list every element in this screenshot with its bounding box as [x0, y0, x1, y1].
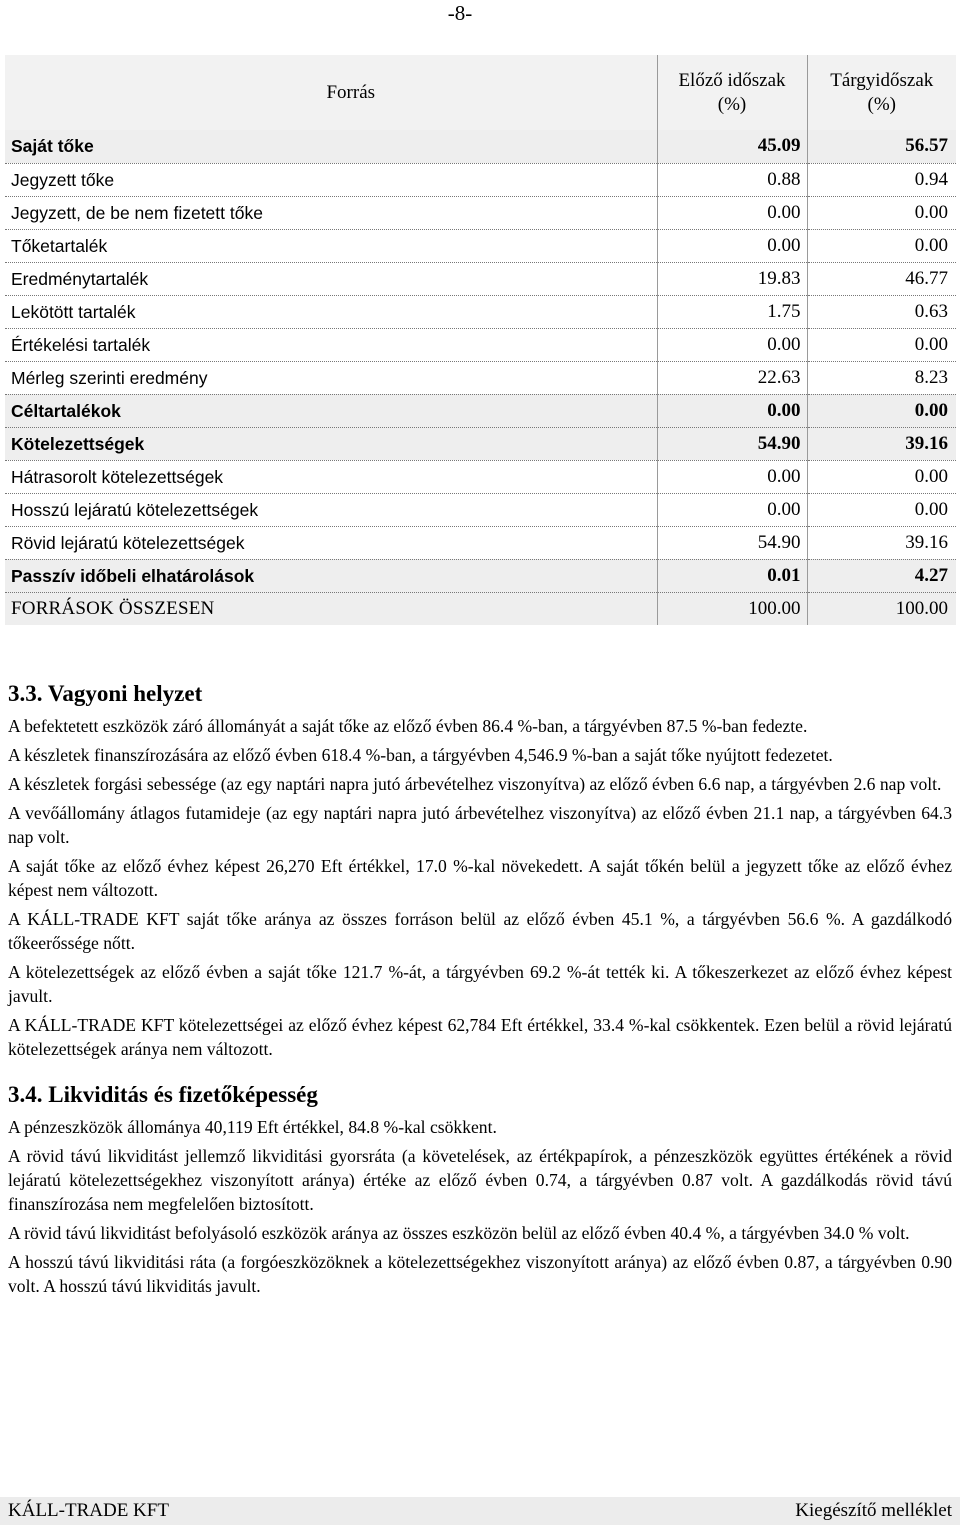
row-label: FORRÁSOK ÖSSZESEN — [11, 597, 215, 619]
row-prev-value: 0.00 — [657, 196, 807, 229]
row-curr-value: 0.00 — [807, 493, 956, 526]
row-prev-value: 54.90 — [657, 427, 807, 460]
section-heading-financial-position: 3.3. Vagyoni helyzet — [8, 681, 203, 706]
row-label: Eredménytartalék — [5, 262, 657, 295]
table-row — [5, 229, 956, 262]
table-row — [5, 361, 956, 394]
row-prev-value: 0.88 — [657, 163, 807, 196]
header-current-period — [807, 55, 956, 130]
row-label: Passzív időbeli elhatárolások — [5, 559, 657, 592]
row-prev-value: 0.00 — [657, 493, 807, 526]
row-label: Rövid lejáratú kötelezettségek — [5, 526, 657, 559]
row-curr-value: 100.00 — [807, 592, 956, 625]
table-total-row — [5, 592, 956, 625]
row-curr-value: 39.16 — [807, 526, 956, 559]
table-row — [5, 163, 956, 196]
table-row — [5, 130, 956, 163]
row-prev-value: 54.90 — [657, 526, 807, 559]
header-previous-unit: (%) — [717, 93, 747, 115]
row-curr-value: 0.00 — [807, 229, 956, 262]
paragraph: A KÁLL-TRADE KFT kötelezettségei az előző évhez képest 62,784 Eft értékkel, 33.4 %-kal csökkentek. Ezen belül a rövid lejáratú kötelezettségek aránya nem változott. — [8, 1015, 952, 1059]
table-row — [5, 295, 956, 328]
page-number: -8- — [447, 1, 473, 25]
row-label: Céltartalékok — [5, 394, 657, 427]
header-previous-title: Előző időszak — [678, 69, 786, 91]
row-label: Saját tőke — [5, 130, 657, 163]
row-prev-value: 45.09 — [657, 130, 807, 163]
page-footer — [0, 1497, 960, 1525]
paragraph: A hosszú távú likviditási ráta (a forgóeszközöknek a kötelezettségekhez viszonyított aránya) az előző évben 0.87, a tárgyévben 0.90 volt. A hosszú távú likviditás javult. — [8, 1252, 952, 1296]
table-row — [5, 460, 956, 493]
paragraph: A rövid távú likviditást befolyásoló eszközök aránya az összes eszközön belül az előző évben 40.4 %, a tárgyévben 34.0 % volt. — [8, 1223, 910, 1243]
row-prev-value: 22.63 — [657, 361, 807, 394]
row-curr-value: 8.23 — [807, 361, 956, 394]
row-curr-value: 0.00 — [807, 394, 956, 427]
table-row — [5, 526, 956, 559]
row-label: Értékelési tartalék — [5, 328, 657, 361]
row-label: Kötelezettségek — [5, 427, 657, 460]
row-label: Jegyzett tőke — [5, 163, 657, 196]
row-prev-value: 19.83 — [657, 262, 807, 295]
row-curr-value: 4.27 — [807, 559, 956, 592]
row-curr-value: 0.00 — [807, 328, 956, 361]
header-current-unit: (%) — [867, 93, 896, 115]
row-label: Hátrasorolt kötelezettségek — [5, 460, 657, 493]
row-prev-value: 0.00 — [657, 394, 807, 427]
paragraph: A pénzeszközök állománya 40,119 Eft értékkel, 84.8 %-kal csökkent. — [8, 1117, 497, 1137]
paragraph: A készletek finanszírozására az előző évben 618.4 %-ban, a tárgyévben 4,546.9 %-ban a saját tőke nyújtott fedezetet. — [8, 745, 833, 765]
row-prev-value: 0.01 — [657, 559, 807, 592]
row-prev-value: 0.00 — [657, 328, 807, 361]
row-curr-value: 46.77 — [807, 262, 956, 295]
report-body — [8, 680, 952, 1303]
row-label: Mérleg szerinti eredmény — [5, 361, 657, 394]
paragraph: A rövid távú likviditást jellemző likviditási gyorsráta (a követelések, az értékpapírok, a pénzeszközök együttes értékének a rövid lejáratú kötelezettségekhez viszonyított aránya) értéke az előző évben 0.74, a tárgyévben 0.87 volt. A gazdálkodás rövid távú finanszírozása nem megfelelően biztosított. — [8, 1146, 952, 1214]
paragraph: A kötelezettségek az előző évben a saját tőke 121.7 %-át, a tárgyévben 69.2 %-át tették ki. A tőkeszerkezet az előző évhez képest javult. — [8, 962, 952, 1006]
table-row — [5, 559, 956, 592]
table-row — [5, 328, 956, 361]
row-label: Lekötött tartalék — [5, 295, 657, 328]
header-source: Forrás — [326, 81, 376, 103]
row-curr-value: 0.00 — [807, 196, 956, 229]
row-curr-value: 0.63 — [807, 295, 956, 328]
table-row — [5, 427, 956, 460]
row-label: Tőketartalék — [5, 229, 657, 262]
row-curr-value: 39.16 — [807, 427, 956, 460]
row-curr-value: 0.00 — [807, 460, 956, 493]
row-prev-value: 0.00 — [657, 460, 807, 493]
footer-document-type: Kiegészítő melléklet — [795, 1500, 952, 1521]
table-row — [5, 394, 956, 427]
paragraph: A befektetett eszközök záró állományát a saját tőke az előző évben 86.4 %-ban, a tárgyévben 87.5 %-ban fedezte. — [8, 716, 808, 736]
row-label: Hosszú lejáratú kötelezettségek — [5, 493, 657, 526]
row-curr-value: 0.94 — [807, 163, 956, 196]
table-header-row — [5, 55, 956, 130]
table-row — [5, 493, 956, 526]
table-row — [5, 196, 956, 229]
sources-table — [5, 55, 956, 625]
paragraph: A vevőállomány átlagos futamideje (az egy naptári napra jutó árbevételhez viszonyítva) az előző évben 21.1 nap, a tárgyévben 64.3 nap volt. — [8, 803, 952, 847]
row-prev-value: 100.00 — [657, 592, 807, 625]
paragraph: A KÁLL-TRADE KFT saját tőke aránya az összes forráson belül az előző évben 45.1 %, a tárgyévben 56.6 %. A gazdálkodó tőkeerőssége nőtt. — [8, 909, 952, 953]
footer-company: KÁLL-TRADE KFT — [8, 1500, 169, 1521]
paragraph: A saját tőke az előző évhez képest 26,270 Eft értékkel, 17.0 %-kal növekedett. A saját tőkén belül a jegyzett tőke az előző évhez képest nem változott. — [8, 856, 952, 900]
row-prev-value: 0.00 — [657, 229, 807, 262]
row-curr-value: 56.57 — [807, 130, 956, 163]
paragraph: A készletek forgási sebessége (az egy naptári napra jutó árbevételhez viszonyítva) az előző évben 6.6 nap, a tárgyévben 2.6 nap volt. — [8, 774, 942, 794]
table-row — [5, 262, 956, 295]
section-heading-liquidity: 3.4. Likviditás és fizetőképesség — [8, 1082, 318, 1107]
row-prev-value: 1.75 — [657, 295, 807, 328]
row-label: Jegyzett, de be nem fizetett tőke — [5, 196, 657, 229]
header-current-title: Tárgyidőszak — [830, 69, 934, 91]
header-previous-period — [657, 55, 807, 130]
